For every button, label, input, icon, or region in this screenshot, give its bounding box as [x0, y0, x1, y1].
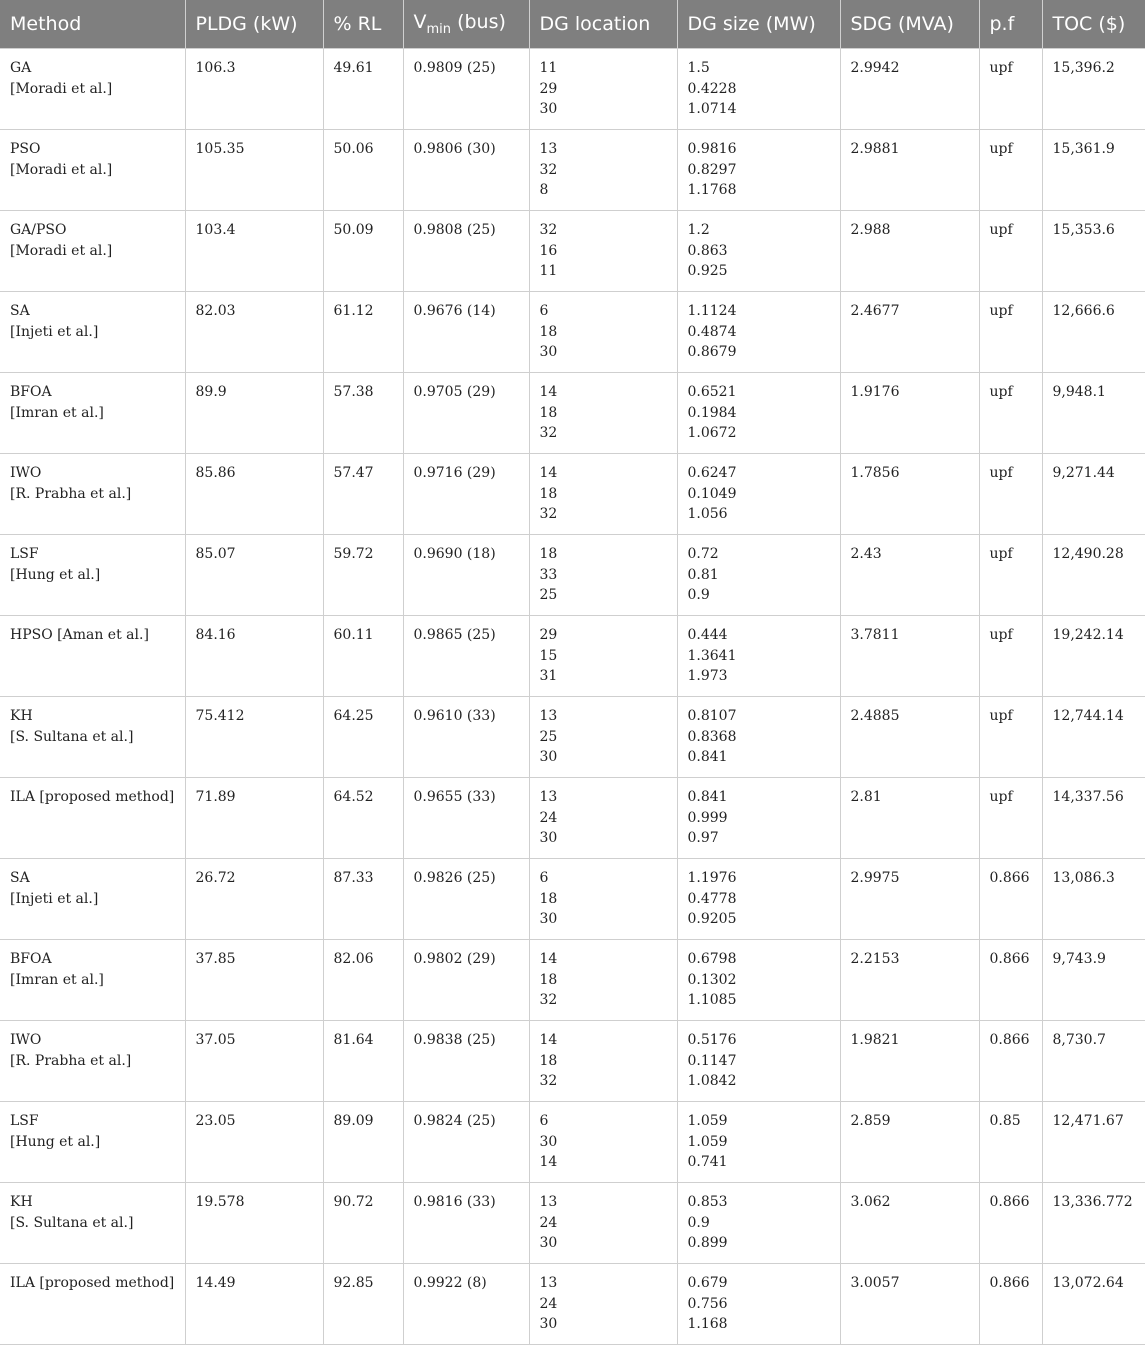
dg-size-value: 0.5176: [687, 1032, 737, 1048]
table-row: [0, 130, 1145, 211]
method-line: [R. Prabha et al.]: [10, 1052, 132, 1069]
dg-location-value: 32: [539, 992, 558, 1008]
method-line: [S. Sultana et al.]: [10, 1214, 134, 1231]
cell-dg-location: [529, 616, 677, 697]
method-line: [Imran et al.]: [10, 971, 104, 988]
dg-size-value: 1.0842: [687, 1073, 737, 1089]
cell-pldg: 82.03: [185, 292, 323, 373]
cell-dg-location: [529, 49, 677, 130]
dg-location-value: 18: [539, 323, 558, 340]
cell-vmin: 0.9808 (25): [403, 211, 529, 292]
cell-sdg: 2.2153: [840, 940, 979, 1021]
dg-size-value: 0.679: [687, 1275, 728, 1291]
dg-location-value: 30: [539, 101, 558, 117]
cell-toc: 9,743.9: [1042, 940, 1145, 1021]
cell-sdg: 3.062: [840, 1183, 979, 1264]
cell-dg-size: [677, 130, 840, 211]
cell-method: [0, 1102, 185, 1183]
cell-dg-size: [677, 616, 840, 697]
table-body: [0, 49, 1145, 1345]
dg-location-value: 32: [539, 425, 558, 441]
cell-dg-size: [677, 535, 840, 616]
dg-location-value: 14: [539, 1154, 558, 1170]
cell-vmin: 0.9838 (25): [403, 1021, 529, 1102]
cell-method: [0, 1021, 185, 1102]
method-line: [Moradi et al.]: [10, 161, 113, 178]
dg-location-value: 30: [539, 1316, 558, 1332]
dg-size-value: 1.1976: [687, 870, 737, 886]
dg-size-value: 0.1984: [687, 404, 737, 421]
dg-size-value: 1.168: [687, 1316, 728, 1332]
cell-dg-size: [677, 1183, 840, 1264]
cell-pldg: 71.89: [185, 778, 323, 859]
dg-size-value: 1.0714: [687, 101, 737, 117]
method-line: [Injeti et al.]: [10, 890, 99, 907]
header-pf: p.f: [979, 0, 1042, 49]
dg-location-value: 13: [539, 1194, 558, 1210]
dg-size-value: 0.6247: [687, 465, 737, 481]
cell-pldg: 19.578: [185, 1183, 323, 1264]
cell-method: [0, 697, 185, 778]
dg-location-value: 18: [539, 485, 558, 502]
cell-sdg: 2.9942: [840, 49, 979, 130]
header-dg-location: DG location: [529, 0, 677, 49]
method-line: [Moradi et al.]: [10, 242, 113, 259]
cell-dg-size: [677, 778, 840, 859]
table-row: [0, 616, 1145, 697]
cell-pldg: 37.85: [185, 940, 323, 1021]
cell-pldg: 106.3: [185, 49, 323, 130]
cell-sdg: 2.988: [840, 211, 979, 292]
cell-pf: upf: [979, 49, 1042, 130]
dg-location-value: 13: [539, 141, 558, 157]
table-row: [0, 49, 1145, 130]
cell-rl: 60.11: [323, 616, 403, 697]
dg-location-value: 25: [539, 587, 558, 603]
cell-pldg: 84.16: [185, 616, 323, 697]
cell-method: [0, 1264, 185, 1345]
cell-sdg: 2.859: [840, 1102, 979, 1183]
dg-location-value: 13: [539, 1275, 558, 1291]
cell-pldg: 26.72: [185, 859, 323, 940]
cell-vmin: 0.9655 (33): [403, 778, 529, 859]
cell-dg-location: [529, 535, 677, 616]
dg-size-value: 0.9: [687, 587, 710, 603]
cell-pldg: 85.07: [185, 535, 323, 616]
cell-pf: 0.85: [979, 1102, 1042, 1183]
cell-toc: 14,337.56: [1042, 778, 1145, 859]
dg-location-value: 30: [539, 911, 558, 927]
method-line: [Imran et al.]: [10, 404, 104, 421]
dg-size-value: 0.8368: [687, 728, 737, 745]
cell-rl: 57.47: [323, 454, 403, 535]
cell-sdg: 1.7856: [840, 454, 979, 535]
dg-location-value: 14: [539, 384, 558, 400]
cell-toc: 9,948.1: [1042, 373, 1145, 454]
table-row: [0, 211, 1145, 292]
dg-size-value: 0.72: [687, 546, 719, 562]
dg-location-value: 18: [539, 890, 558, 907]
cell-pldg: 14.49: [185, 1264, 323, 1345]
dg-location-value: 24: [539, 1214, 558, 1231]
table-row: [0, 859, 1145, 940]
cell-dg-location: [529, 778, 677, 859]
dg-location-value: 18: [539, 1052, 558, 1069]
cell-toc: 19,242.14: [1042, 616, 1145, 697]
cell-dg-location: [529, 1102, 677, 1183]
cell-dg-size: [677, 454, 840, 535]
dg-size-value: 0.1147: [687, 1052, 737, 1069]
cell-dg-size: [677, 940, 840, 1021]
cell-vmin: 0.9690 (18): [403, 535, 529, 616]
dg-size-value: 0.97: [687, 830, 719, 846]
dg-size-value: 0.756: [687, 1295, 728, 1312]
method-line: PSO: [10, 141, 41, 157]
dg-location-value: 6: [539, 870, 549, 886]
dg-size-value: 0.741: [687, 1154, 728, 1170]
dg-location-value: 6: [539, 1113, 549, 1129]
dg-size-value: 0.444: [687, 627, 728, 643]
cell-vmin: 0.9922 (8): [403, 1264, 529, 1345]
dg-size-value: 0.863: [687, 242, 728, 259]
dg-location-value: 32: [539, 506, 558, 522]
method-line: [Moradi et al.]: [10, 80, 113, 97]
dg-size-value: 0.6798: [687, 951, 737, 967]
method-line: [Hung et al.]: [10, 566, 101, 583]
dg-location-value: 6: [539, 303, 549, 319]
cell-pldg: 103.4: [185, 211, 323, 292]
cell-dg-size: [677, 211, 840, 292]
dg-location-value: 30: [539, 1235, 558, 1251]
cell-toc: 13,072.64: [1042, 1264, 1145, 1345]
method-line: [Injeti et al.]: [10, 323, 99, 340]
cell-dg-size: [677, 697, 840, 778]
table-row: [0, 292, 1145, 373]
dg-location-value: 8: [539, 182, 549, 198]
cell-pldg: 23.05: [185, 1102, 323, 1183]
cell-sdg: 1.9821: [840, 1021, 979, 1102]
cell-pf: 0.866: [979, 1264, 1042, 1345]
cell-sdg: 2.9881: [840, 130, 979, 211]
cell-method: [0, 940, 185, 1021]
dg-size-value: 1.056: [687, 506, 728, 522]
cell-sdg: 3.0057: [840, 1264, 979, 1345]
cell-vmin: 0.9676 (14): [403, 292, 529, 373]
dg-size-value: 1.059: [687, 1113, 728, 1129]
cell-pf: upf: [979, 130, 1042, 211]
method-line: ILA [proposed method]: [10, 789, 175, 805]
cell-toc: 13,336.772: [1042, 1183, 1145, 1264]
dg-size-value: 0.8679: [687, 344, 737, 360]
table-row: [0, 1021, 1145, 1102]
cell-sdg: 2.81: [840, 778, 979, 859]
cell-vmin: 0.9816 (33): [403, 1183, 529, 1264]
method-line: BFOA: [10, 384, 52, 400]
cell-toc: 9,271.44: [1042, 454, 1145, 535]
cell-pldg: 85.86: [185, 454, 323, 535]
cell-method: [0, 454, 185, 535]
dg-size-value: 1.973: [687, 668, 728, 684]
dg-location-value: 18: [539, 546, 558, 562]
cell-method: [0, 778, 185, 859]
cell-method: [0, 292, 185, 373]
dg-size-value: 0.925: [687, 263, 728, 279]
method-line: [Hung et al.]: [10, 1133, 101, 1150]
dg-size-value: 1.1124: [687, 303, 737, 319]
dg-size-value: 1.5: [687, 60, 710, 76]
cell-toc: 15,396.2: [1042, 49, 1145, 130]
cell-toc: 13,086.3: [1042, 859, 1145, 940]
dg-location-value: 15: [539, 647, 558, 664]
cell-method: [0, 1183, 185, 1264]
cell-toc: 15,361.9: [1042, 130, 1145, 211]
cell-rl: 61.12: [323, 292, 403, 373]
cell-dg-location: [529, 859, 677, 940]
cell-pldg: 37.05: [185, 1021, 323, 1102]
cell-rl: 50.09: [323, 211, 403, 292]
cell-dg-location: [529, 211, 677, 292]
cell-pldg: 89.9: [185, 373, 323, 454]
cell-pf: 0.866: [979, 1021, 1042, 1102]
method-line: SA: [10, 870, 30, 886]
cell-sdg: 2.9975: [840, 859, 979, 940]
cell-method: [0, 373, 185, 454]
dg-size-value: 1.059: [687, 1133, 728, 1150]
header-pldg: PLDG (kW): [185, 0, 323, 49]
dg-size-value: 0.4228: [687, 80, 737, 97]
dg-location-value: 14: [539, 1032, 558, 1048]
method-line: GA/PSO: [10, 222, 67, 238]
dg-size-value: 0.841: [687, 749, 728, 765]
dg-size-value: 0.9205: [687, 911, 737, 927]
dg-size-value: 1.2: [687, 222, 710, 238]
table-header: [0, 0, 1145, 49]
cell-pf: upf: [979, 616, 1042, 697]
cell-pf: upf: [979, 211, 1042, 292]
dg-location-value: 13: [539, 708, 558, 724]
cell-dg-location: [529, 130, 677, 211]
cell-sdg: 1.9176: [840, 373, 979, 454]
dg-size-value: 0.4874: [687, 323, 737, 340]
cell-vmin: 0.9809 (25): [403, 49, 529, 130]
cell-dg-size: [677, 1021, 840, 1102]
table-row: [0, 940, 1145, 1021]
cell-method: [0, 616, 185, 697]
method-line: GA: [10, 60, 32, 76]
dg-location-value: 25: [539, 728, 558, 745]
dg-location-value: 30: [539, 830, 558, 846]
cell-dg-location: [529, 1021, 677, 1102]
dg-location-value: 30: [539, 344, 558, 360]
cell-rl: 90.72: [323, 1183, 403, 1264]
header-rl: % RL: [323, 0, 403, 49]
dg-location-value: 14: [539, 951, 558, 967]
dg-size-value: 0.8107: [687, 708, 737, 724]
cell-dg-location: [529, 454, 677, 535]
dg-location-value: 33: [539, 566, 558, 583]
header-dg-size: DG size (MW): [677, 0, 840, 49]
dg-location-value: 30: [539, 1133, 558, 1150]
dg-location-value: 14: [539, 465, 558, 481]
cell-vmin: 0.9610 (33): [403, 697, 529, 778]
cell-vmin: 0.9705 (29): [403, 373, 529, 454]
cell-method: [0, 211, 185, 292]
cell-rl: 49.61: [323, 49, 403, 130]
dg-size-value: 0.4778: [687, 890, 737, 907]
cell-sdg: 2.43: [840, 535, 979, 616]
header-toc: TOC ($): [1042, 0, 1145, 49]
cell-dg-size: [677, 373, 840, 454]
cell-dg-location: [529, 1183, 677, 1264]
cell-vmin: 0.9716 (29): [403, 454, 529, 535]
cell-rl: 89.09: [323, 1102, 403, 1183]
dg-size-value: 1.1768: [687, 182, 737, 198]
cell-sdg: 2.4885: [840, 697, 979, 778]
cell-sdg: 3.7811: [840, 616, 979, 697]
header-vmin-subscript: min: [426, 21, 452, 37]
cell-pf: 0.866: [979, 940, 1042, 1021]
cell-pf: upf: [979, 373, 1042, 454]
cell-dg-size: [677, 859, 840, 940]
cell-rl: 92.85: [323, 1264, 403, 1345]
dg-size-value: 0.81: [687, 566, 719, 583]
method-line: KH: [10, 708, 33, 724]
method-line: LSF: [10, 546, 39, 562]
cell-pf: upf: [979, 454, 1042, 535]
cell-toc: 12,490.28: [1042, 535, 1145, 616]
dg-size-value: 0.9816: [687, 141, 737, 157]
cell-vmin: 0.9802 (29): [403, 940, 529, 1021]
dg-size-value: 0.1049: [687, 485, 737, 502]
cell-dg-size: [677, 1102, 840, 1183]
cell-method: [0, 535, 185, 616]
header-method: Method: [0, 0, 185, 49]
cell-dg-size: [677, 292, 840, 373]
method-line: ILA [proposed method]: [10, 1275, 175, 1291]
dg-location-value: 11: [539, 60, 558, 76]
cell-rl: 57.38: [323, 373, 403, 454]
method-line: KH: [10, 1194, 33, 1210]
dg-location-value: 16: [539, 242, 558, 259]
header-vmin-label: V: [413, 11, 427, 34]
dg-size-value: 1.1085: [687, 992, 737, 1008]
cell-toc: 12,471.67: [1042, 1102, 1145, 1183]
header-sdg: SDG (MVA): [840, 0, 979, 49]
cell-dg-location: [529, 292, 677, 373]
dg-location-value: 11: [539, 263, 558, 279]
cell-dg-location: [529, 373, 677, 454]
dg-location-value: 30: [539, 749, 558, 765]
table-row: [0, 535, 1145, 616]
table-row: [0, 1102, 1145, 1183]
table-row: [0, 373, 1145, 454]
cell-method: [0, 859, 185, 940]
cell-rl: 64.25: [323, 697, 403, 778]
dg-size-value: 0.853: [687, 1194, 728, 1210]
cell-rl: 50.06: [323, 130, 403, 211]
dg-size-value: 0.9: [687, 1214, 710, 1231]
cell-pldg: 105.35: [185, 130, 323, 211]
table-row: [0, 778, 1145, 859]
cell-pf: upf: [979, 535, 1042, 616]
dg-size-value: 0.999: [687, 809, 728, 826]
method-line: HPSO [Aman et al.]: [10, 627, 149, 643]
cell-rl: 82.06: [323, 940, 403, 1021]
dg-size-value: 0.899: [687, 1235, 728, 1251]
cell-toc: 15,353.6: [1042, 211, 1145, 292]
cell-pf: 0.866: [979, 859, 1042, 940]
method-line: [R. Prabha et al.]: [10, 485, 132, 502]
cell-dg-location: [529, 697, 677, 778]
cell-dg-location: [529, 1264, 677, 1345]
dg-location-value: 31: [539, 668, 558, 684]
dg-size-value: 0.8297: [687, 161, 737, 178]
cell-rl: 59.72: [323, 535, 403, 616]
dg-location-value: 18: [539, 971, 558, 988]
cell-method: [0, 49, 185, 130]
table-row: [0, 454, 1145, 535]
cell-dg-size: [677, 1264, 840, 1345]
cell-dg-size: [677, 49, 840, 130]
dg-location-value: 24: [539, 1295, 558, 1312]
dg-location-value: 32: [539, 222, 558, 238]
cell-pf: upf: [979, 778, 1042, 859]
dg-size-value: 0.6521: [687, 384, 737, 400]
cell-pf: upf: [979, 697, 1042, 778]
cell-vmin: 0.9826 (25): [403, 859, 529, 940]
cell-method: [0, 130, 185, 211]
header-vmin: [403, 0, 529, 49]
table-row: [0, 697, 1145, 778]
cell-vmin: 0.9865 (25): [403, 616, 529, 697]
cell-sdg: 2.4677: [840, 292, 979, 373]
dg-location-value: 29: [539, 80, 558, 97]
dg-location-value: 13: [539, 789, 558, 805]
table-row: [0, 1264, 1145, 1345]
method-line: BFOA: [10, 951, 52, 967]
dg-size-value: 1.3641: [687, 647, 737, 664]
method-line: IWO: [10, 1032, 42, 1048]
dg-location-value: 24: [539, 809, 558, 826]
cell-pf: upf: [979, 292, 1042, 373]
dg-location-value: 18: [539, 404, 558, 421]
cell-rl: 81.64: [323, 1021, 403, 1102]
header-vmin-bus: (bus): [457, 11, 506, 34]
dg-location-value: 29: [539, 627, 558, 643]
cell-rl: 64.52: [323, 778, 403, 859]
table-row: [0, 1183, 1145, 1264]
cell-vmin: 0.9824 (25): [403, 1102, 529, 1183]
cell-dg-location: [529, 940, 677, 1021]
cell-toc: 12,744.14: [1042, 697, 1145, 778]
method-line: IWO: [10, 465, 42, 481]
method-line: LSF: [10, 1113, 39, 1129]
method-line: SA: [10, 303, 30, 319]
dg-location-value: 32: [539, 1073, 558, 1089]
dg-size-value: 0.1302: [687, 971, 737, 988]
method-line: [S. Sultana et al.]: [10, 728, 134, 745]
dg-location-value: 32: [539, 161, 558, 178]
dg-size-value: 0.841: [687, 789, 728, 805]
cell-vmin: 0.9806 (30): [403, 130, 529, 211]
cell-toc: 8,730.7: [1042, 1021, 1145, 1102]
cell-pldg: 75.412: [185, 697, 323, 778]
dg-size-value: 1.0672: [687, 425, 737, 441]
cell-toc: 12,666.6: [1042, 292, 1145, 373]
cell-pf: 0.866: [979, 1183, 1042, 1264]
cell-rl: 87.33: [323, 859, 403, 940]
